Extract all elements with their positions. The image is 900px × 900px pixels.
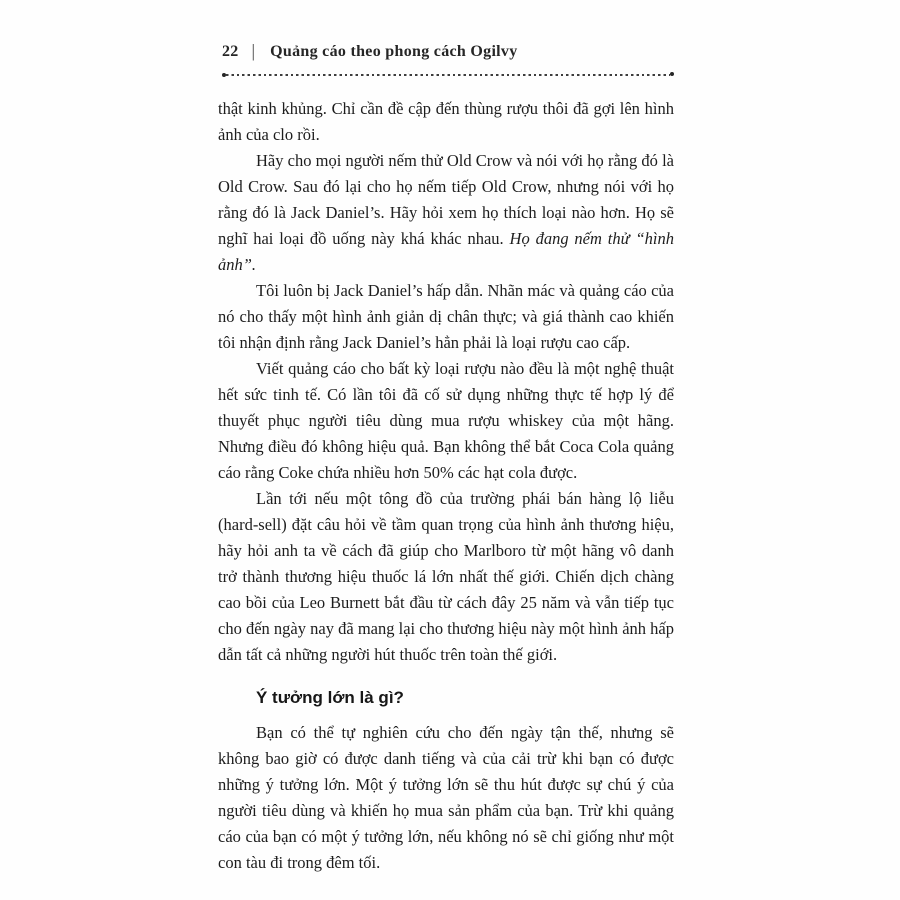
section-heading: Ý tưởng lớn là gì? [256, 688, 404, 707]
body-paragraph: Tôi luôn bị Jack Daniel’s hấp dẫn. Nhãn mác và quảng cáo của nó cho thấy một hình ảnh giản dị chân thực; và giá thành cao khiến tôi nhận định rằng Jack Daniel’s hẳn phải là loại rượu cao cấp. [218, 281, 674, 352]
header-divider: | [251, 41, 256, 62]
page-number: 22 [222, 43, 239, 60]
dotted-rule-line [226, 74, 670, 76]
body-paragraph: Viết quảng cáo cho bất kỳ loại rượu nào đều là một nghệ thuật hết sức tinh tế. Có lần tôi đã cố sử dụng những thực tế hợp lý để thuyết phục người tiêu dùng mua rượu whiskey của một hãng. Nhưng điều đó không hiệu quả. Bạn không thể bắt Coca Cola quảng cáo rằng Coke chứa nhiều hơn 50% các hạt cola được. [218, 359, 674, 482]
body-paragraph: Lần tới nếu một tông đồ của trường phái bán hàng lộ liễu (hard-sell) đặt câu hỏi về tầm quan trọng của hình ảnh thương hiệu, hãy hỏi anh ta về cách đã giúp cho Marlboro từ một hãng vô danh trở thành thương hiệu thuốc lá lớn nhất thế giới. Chiến dịch chàng cao bồi của Leo Burnett bắt đầu từ cách đây 25 năm và vẫn tiếp tục cho đến ngày nay đã mang lại cho thương hiệu này một hình ảnh hấp dẫn tất cả những người hút thuốc trên toàn thế giới. [218, 489, 674, 664]
body-paragraph: Bạn có thể tự nghiên cứu cho đến ngày tận thế, nhưng sẽ không bao giờ có được danh tiếng và của cải trừ khi bạn có được những ý tưởng lớn. Một ý tưởng lớn sẽ thu hút được sự chú ý của người tiêu dùng và khiến họ mua sản phẩm của bạn. Trừ khi quảng cáo của bạn có một ý tưởng lớn, nếu không nó sẽ chỉ giống như một con tàu đi trong đêm tối. [218, 723, 674, 872]
running-header [222, 43, 674, 61]
page-body [218, 96, 674, 876]
dotted-rule [222, 73, 674, 77]
body-paragraph [218, 148, 674, 278]
paragraph-text: Hãy cho mọi người nếm thử Old Crow và nói với họ rằng đó là Old Crow. Sau đó lại cho họ nếm tiếp Old Crow, nhưng nói với họ rằng đó là Jack Daniel’s. Hãy hỏi xem họ thích loại nào hơn. Họ sẽ nghĩ hai loại đồ uống này khá khác nhau. [218, 151, 674, 248]
body-paragraph-continuation: thật kinh khủng. Chỉ cần đề cập đến thùng rượu thôi đã gợi lên hình ảnh của clo rồi. [218, 99, 674, 144]
running-title: Quảng cáo theo phong cách Ogilvy [270, 43, 518, 60]
italic-phrase: Họ đang nếm thử “hình ảnh”. [218, 229, 674, 274]
